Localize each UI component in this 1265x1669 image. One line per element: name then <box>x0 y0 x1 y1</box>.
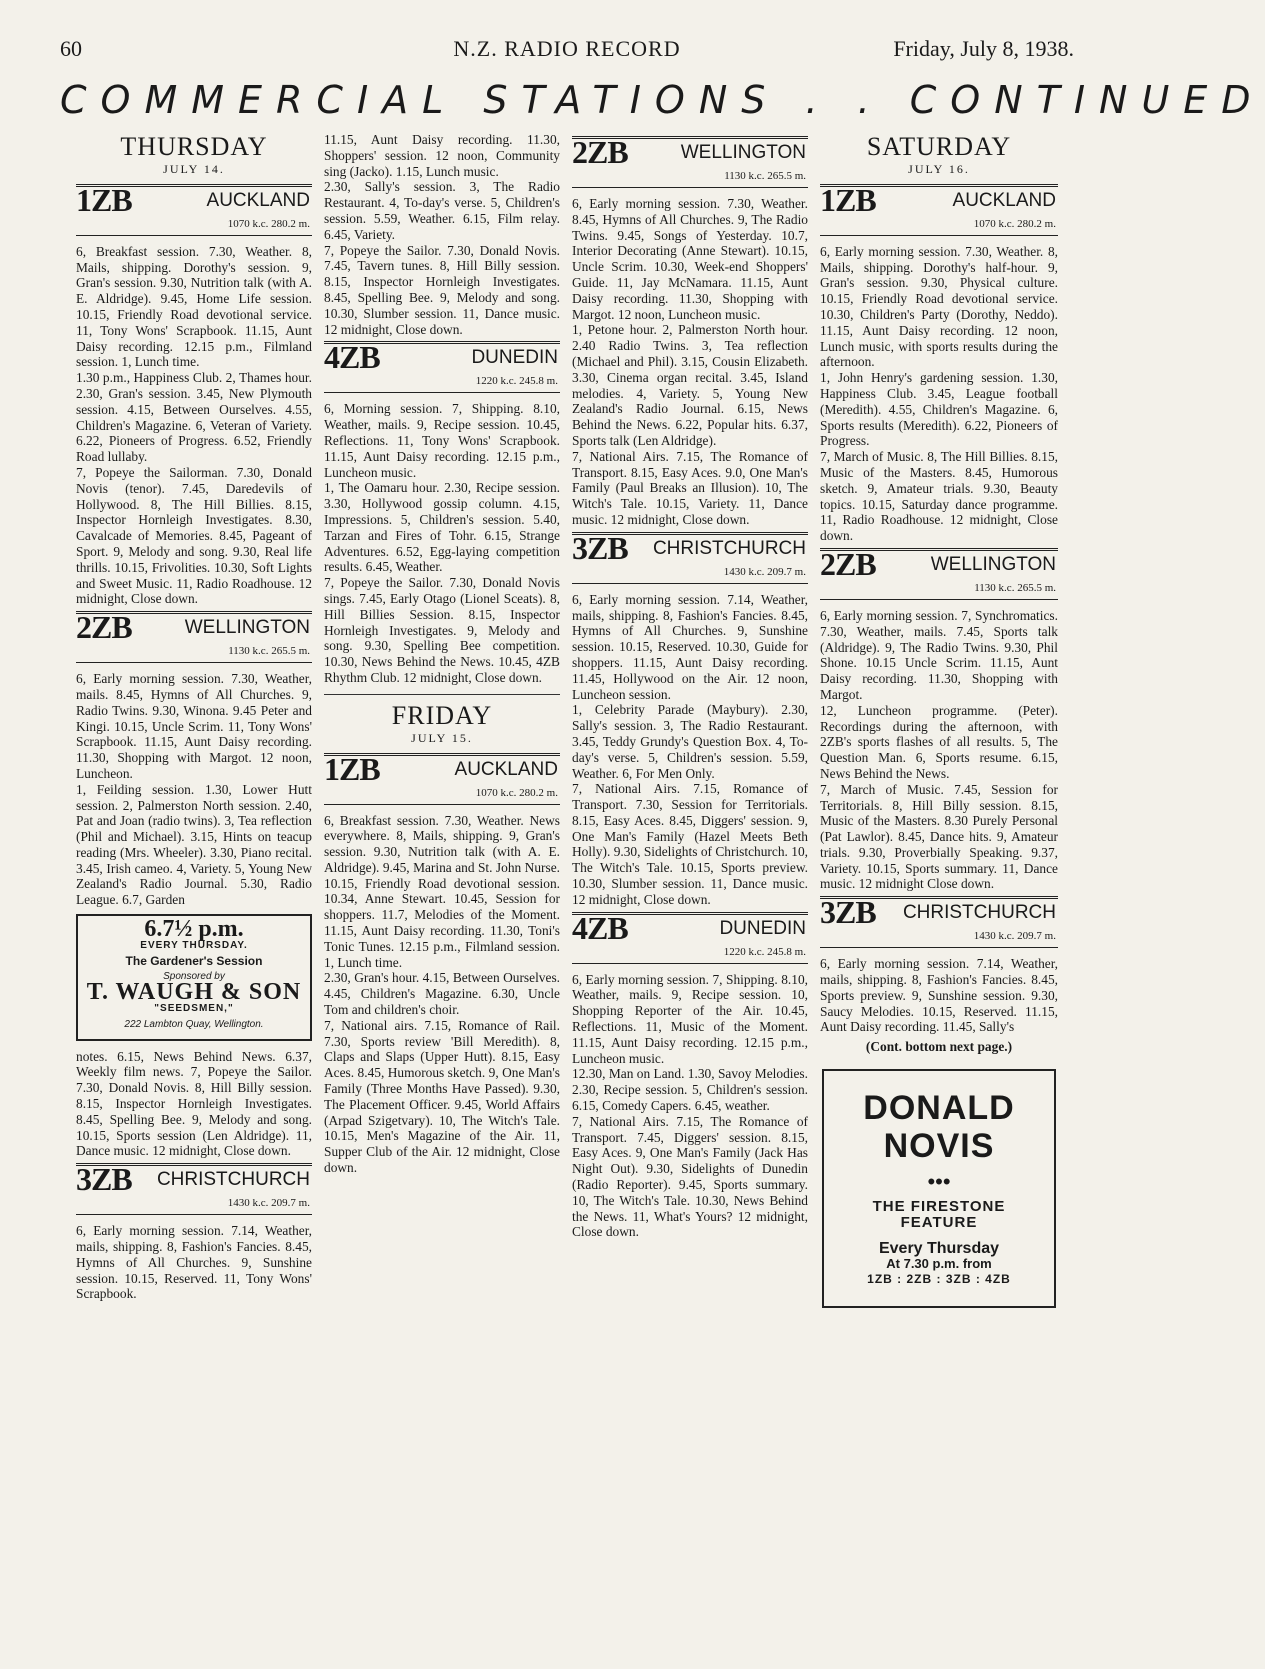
issue-date: Friday, July 8, 1938. <box>893 36 1074 61</box>
day-heading: SATURDAY <box>866 132 1012 161</box>
station-call-sign: 3ZB <box>820 894 876 931</box>
day-date: JULY 14. <box>163 162 225 176</box>
day-heading: FRIDAY <box>391 700 493 730</box>
divider <box>324 694 560 695</box>
page-header <box>60 30 1074 66</box>
station-city: CHRISTCHURCH <box>156 1169 310 1191</box>
gardener-session-advert <box>76 914 312 1041</box>
advert-tagline: "SEEDSMEN," <box>154 1003 234 1015</box>
station-heading <box>76 611 312 663</box>
programme-text: 7, Popeye the Sailorman. 7.30, Donald Novis (tenor). 7.45, Daredevils of Hollywood. 8, The Hill Billies. 8.15, Inspector Hornleigh Investigates. 8.30, Cavalcade of Memories. 8.45, Pageant of Sport. 9, Melody and song. 9.30, Real life thrills. 10.15, Frivolities. 10.30, Soft Lights and Sweet Music. 11, Radio Roadhouse. 12 midnight, Close down. <box>76 464 312 607</box>
advert-name-line2: NOVIS <box>883 1127 995 1166</box>
station-city: WELLINGTON <box>930 553 1056 575</box>
programme-text: 6, Morning session. 7, Shipping. 8.10, Weather, mails. 9, Recipe session. 10.45, Reflections. 11, Tony Wons' Scrapbook. 11.15, Aunt Daisy recording. 12.15 p.m., Luncheon music. <box>324 401 560 480</box>
station-heading <box>324 341 560 393</box>
programme-text: 6, Early morning session. 7.14, Weather, mails, shipping. 8, Fashion's Fancies. 8.45, Sports preview. 9, Sunshine session. 9.30, Saucy Melodies. 10.15, Reserved. 11.15, Aunt Daisy recording. 11.45, Sally's <box>820 956 1058 1035</box>
programme-text: 7, Popeye the Sailor. 7.30, Donald Novis sings. 7.45, Early Otago (Lionel Sceats). 8, Hill Billies Session. 8.15, Inspector Hornleigh Investigates. 9, Melody and song. 9.30, Spelling Bee competition. 10.30, News Behind the News. 10.45, 4ZB Rhythm Club. 12 midnight, Close down. <box>324 575 560 685</box>
station-city: WELLINGTON <box>184 617 310 639</box>
continued-note: (Cont. bottom next page.) <box>865 1039 1013 1055</box>
station-heading <box>572 529 808 584</box>
programme-text: 2.30, Sally's session. 3, The Radio Restaurant. 4, To-day's verse. 5, Children's session. 5.59, Weather. 6.15, Film relay. 6.45, Variety. <box>324 179 560 242</box>
advert-time: At 7.30 p.m. from <box>886 1256 992 1272</box>
programme-text: 6, Breakfast session. 7.30, Weather. News everywhere. 8, Mails, shipping. 9, Gran's session. 9.30, Nutrition talk (with A. E. Aldridge). 9.45, Marina and St. John Nurse. 10.15, Friendly Road devotional session. 10.34, Anne Stewart. 10.45, Session for shoppers. 11.7, Melodies of the Moment. 11.15, Aunt Daisy recording. 11.30, Toni's Tonic Tunes. 12.15 p.m., Filmland session. 1, Lunch time. <box>324 812 560 970</box>
column-1 <box>76 132 312 1662</box>
station-heading <box>820 181 1058 236</box>
advert-every: EVERY THURSDAY. <box>140 939 248 951</box>
station-frequency: 1130 k.c. 265.5 m. <box>974 581 1056 594</box>
programme-text: notes. 6.15, News Behind News. 6.37, Weekly film news. 7, Popeye the Sailor. 7.30, Donald Novis. 8, Hill Billy session. 8.15, Inspector Hornleigh Investigates. 8.45, Spelling Bee. 9, Melody and song. 10.15, Sports session (Len Aldridge). 11, Dance music. 12 midnight, Close down. <box>76 1048 312 1159</box>
station-city: AUCKLAND <box>206 189 310 211</box>
programme-text: 6, Early morning session. 7.30, Weather. 8.45, Hymns of All Churches. 9, The Radio Twins. 9.45, Songs of Yesterday. 10.7, Interior Decorating (Anne Stewart). 10.15, Uncle Scrim. 10.30, Week-end Shoppers' Guide. 11, Jay McNamara. 11.15, Aunt Daisy recording. 11.30, Shopping with Margot. 12 noon, Luncheon music. <box>572 196 808 322</box>
programme-text: 1, John Henry's gardening session. 1.30, Happiness Club. 3.45, League football (Meredith). 4.55, Children's Magazine. 6, Sports results (Meredith). 6.22, Pioneers of Progress. <box>820 370 1058 449</box>
day-heading: THURSDAY <box>120 132 268 161</box>
programme-text: 7, National Airs. 7.15, Romance of Transport. 7.30, Session for Territorials. 8.15, Easy Aces. 8.45, Diggers' session. 9, One Man's Family (Hazel Meets Beth Holly). 9.30, Sidelights of Christchurch. 10, The Witch's Tale. 10.15, Sports preview. 10.30, Slumber session. 11, Dance music. 12 midnight, Close down. <box>572 781 808 907</box>
station-city: DUNEDIN <box>719 917 806 939</box>
programme-text: 7, March of Music. 7.45, Session for Territorials. 8, Hill Billy session. 8.15, Music of the Masters. 8.30 Purely Personal (Pat Lawlor). 8.45, Dance hits. 9, Amateur trials. 9.30, Proverbially Speaking. 9.37, Variety. 10.15, Sports summary. 11, Dance music. 12 midnight Close down. <box>820 781 1058 892</box>
programme-text: 1, Feilding session. 1.30, Lower Hutt session. 2, Palmerston North session. 2.40, Pat and Joan (radio twins). 3, Tea reflection (Phil and Michael). 3.15, Hints on teacup reading (Mrs. Wheeler). 3.30, Piano recital. 3.45, Irish cameo. 4, Variety. 5, Young New Zealand's Radio Journal. 5.30, Radio League. 6.7, Garden <box>76 781 312 908</box>
day-date: JULY 16. <box>908 162 970 176</box>
station-city: CHRISTCHURCH <box>652 537 806 559</box>
station-city: WELLINGTON <box>680 142 806 163</box>
station-call-sign: 1ZB <box>324 750 380 787</box>
station-frequency: 1220 k.c. 245.8 m. <box>475 375 558 388</box>
station-city: CHRISTCHURCH <box>902 902 1056 924</box>
programme-text: 7, Popeye the Sailor. 7.30, Donald Novis. 7.45, Tavern tunes. 8, Hill Billy session. 8.15, Inspector Hornleigh Investigates. 8.45, Spelling Bee. 9, Melody and song. 10.30, Slumber session. 11, Dance music. 12 midnight, Close down. <box>324 242 560 337</box>
section-banner: COMMERCIAL STATIONS . . CONTINUED <box>60 78 1265 122</box>
column-4 <box>820 132 1058 1662</box>
station-call-sign: 2ZB <box>820 545 876 582</box>
station-heading <box>76 1163 312 1215</box>
advert-stations: 1ZB : 2ZB : 3ZB : 4ZB <box>867 1272 1011 1287</box>
station-frequency: 1430 k.c. 209.7 m. <box>973 930 1056 943</box>
donald-novis-advert <box>822 1069 1056 1308</box>
advert-dots: ••• <box>927 1169 951 1195</box>
station-frequency: 1130 k.c. 265.5 m. <box>228 645 310 658</box>
programme-text: 6, Early morning session. 7.14, Weather, mails, shipping. 8, Fashion's Fancies. 8.45, Hymns of All Churches. 9, Sunshine session. 10.15, Reserved. 10.30, Guide for shoppers. 11.15, Aunt Daisy recording. 11.45, Hollywood on the Air. 12 noon, Luncheon session. <box>572 591 808 702</box>
station-frequency: 1430 k.c. 209.7 m. <box>227 1197 310 1210</box>
station-call-sign: 2ZB <box>76 609 132 646</box>
advert-every: Every Thursday <box>878 1239 1000 1257</box>
station-heading <box>572 136 808 188</box>
station-call-sign: 1ZB <box>820 181 876 218</box>
station-frequency: 1070 k.c. 280.2 m. <box>475 786 558 799</box>
station-call-sign: 4ZB <box>324 339 380 376</box>
advert-feature-line2: FEATURE <box>900 1213 978 1231</box>
programme-text: 1, Petone hour. 2, Palmerston North hour. 2.40 Radio Twins. 3, Tea reflection (Michael and Phil). 3.15, Cousin Elizabeth. 3.30, Cinema organ recital. 3.45, Island melodies. 4, Variety. 5, Young New Zealand's Radio Journal. 6.15, News Behind the News. 6.22, Popular hits. 6.37, Sports talk (Len Aldridge). <box>572 322 808 448</box>
programme-text: 6, Breakfast session. 7.30, Weather. 8, Mails, shipping. Dorothy's session. 9, Gran's session. 9.30, Nutrition talk (with A. E. Aldridge). 9.45, Home Life session. 10.15, Friendly Road devotional service. 11, Tony Wons' Scrapbook. 11.15, Aunt Daisy recording. 12.15 p.m., Filmland session. 1, Lunch time. <box>76 243 312 370</box>
station-heading <box>324 750 560 805</box>
column-2 <box>324 132 560 1662</box>
page-number: 60 <box>60 36 82 61</box>
station-heading <box>820 545 1058 600</box>
station-call-sign: 2ZB <box>572 134 628 170</box>
programme-text: 6, Early morning session. 7.14, Weather, mails, shipping. 8, Fashion's Fancies. 8.45, Hymns of All Churches. 9, Sunshine session. 10.15, Reserved. 11, Tony Wons' Scrapbook. <box>76 1223 312 1302</box>
station-frequency: 1070 k.c. 280.2 m. <box>227 217 310 230</box>
programme-text: 6, Early morning session. 7, Synchromatics. 7.30, Weather, mails. 7.45, Sports talk (Aldridge). 9, The Radio Twins. 9.30, Phil Shone. 10.15 Uncle Scrim. 11.15, Aunt Daisy recording. 11.30, Shopping with Margot. <box>820 607 1058 702</box>
publication-title: N.Z. RADIO RECORD <box>453 36 681 61</box>
programme-text: 6, Early morning session. 7, Shipping. 8.10, Weather, mails. 9, Recipe session. 10, Shopping Reporter of the Air. 10.45, Reflections. 11, Music of the Moment. 11.15, Aunt Daisy recording. 12.15 p.m., Luncheon music. <box>572 971 808 1066</box>
station-heading <box>820 896 1058 948</box>
programme-text: 2.30, Gran's hour. 4.15, Between Ourselves. 4.45, Children's Magazine. 6.30, Uncle Tom and children's choir. <box>324 970 560 1018</box>
station-call-sign: 3ZB <box>572 529 628 566</box>
station-call-sign: 4ZB <box>572 909 628 946</box>
programme-text: 11.15, Aunt Daisy recording. 11.30, Shoppers' session. 12 noon, Community sing (Jacko). 1.15, Lunch music. <box>324 132 560 179</box>
station-city: AUCKLAND <box>952 189 1056 211</box>
station-frequency: 1070 k.c. 280.2 m. <box>973 217 1056 230</box>
station-frequency: 1130 k.c. 265.5 m. <box>724 170 806 182</box>
station-city: AUCKLAND <box>454 758 558 780</box>
programme-text: 1.30 p.m., Happiness Club. 2, Thames hour. 2.30, Gran's session. 3.45, New Plymouth session. 4.15, Between Ourselves. 4.55, Children's Magazine. 6, Veteran of Variety. 6.22, Pioneers of Progress. 6.52, Friendly Road lullaby. <box>76 370 312 465</box>
advert-sponsor-label: Sponsored by <box>163 971 225 983</box>
programme-text: 1, Celebrity Parade (Maybury). 2.30, Sally's session. 3, The Radio Restaurant. 3.45, Teddy Grundy's Question Box. 4, To-day's verse. 5, Children's session. 5.59, Weather. 6, For Men Only. <box>572 702 808 781</box>
station-heading <box>76 181 312 236</box>
programme-text: 6, Early morning session. 7.30, Weather. 8, Mails, shipping. Dorothy's half-hour. 9, Gran's session. 9.30, Physical culture. 10.15, Friendly Road devotional service. 10.30, Children's Party (Dorothy, Neddo). 11.15, Aunt Daisy recording. 12 noon, Lunch music, with sports results during the afternoon. <box>820 243 1058 370</box>
advert-address: 222 Lambton Quay, Wellington. <box>124 1018 264 1030</box>
programme-text: 7, National airs. 7.15, Romance of Rail. 7.30, Sports review 'Bill Meredith). 8, Claps and Slaps (Upper Hutt). 8.15, Easy Aces. 8.45, Humorous sketch. 9, One Man's Family (Three Months Have Passed). 9.30, The Placement Officer. 9.45, World Affairs (Arpad Szigetvary). 10, The Witch's Tale. 10.15, Men's Magazine of the Air. 11, Supper Club of the Air. 12 midnight, Close down. <box>324 1017 560 1176</box>
programme-text: 1, The Oamaru hour. 2.30, Recipe session. 3.30, Hollywood gossip column. 4.15, Impressions. 5, Children's session. 5.40, Tarzan and Fires of Tohr. 6.15, Strange Adventures. 6.52, Egg-laying competition results. 6.45, Weather. <box>324 480 560 575</box>
advert-name-line1: DONALD <box>863 1089 1015 1128</box>
advert-feature-line1: THE FIRESTONE <box>872 1198 1006 1216</box>
advert-title: The Gardener's Session <box>125 953 263 968</box>
programme-text: 7, National Airs. 7.15, The Romance of Transport. 7.45, Diggers' session. 8.15, Easy Aces. 9, One Man's Family (Jack Has Night Out). 9.30, Sidelights of Dunedin (Radio Reporter). 9.45, Sports summary. 10, The Witch's Tale. 10.30, News Behind the News. 11, What's Yours? 12 midnight, Close down. <box>572 1113 808 1240</box>
programme-text: 7, March of Music. 8, The Hill Billies. 8.15, Music of the Masters. 8.45, Humorous sketch. 9, Amateur trials. 9.30, Beauty topics. 10.15, Saturday dance programme. 11, Radio Roadhouse. 12 midnight, Close down. <box>820 449 1058 544</box>
programme-text: 12, Luncheon programme. (Peter). Recordings during the afternoon, with 2ZB's sports flashes of all results. 5, The Question Man. 6, Sports resume. 6.15, News Behind the News. <box>820 702 1058 781</box>
programme-text: 6, Early morning session. 7.30, Weather, mails. 8.45, Hymns of All Churches. 9, Radio Twins. 9.30, Winona. 9.45 Peter and Kingi. 10.15, Uncle Scrim. 11, Tony Wons' Scrapbook. 11.15, Aunt Daisy recording. 11.30, Shopping with Margot. 12 noon, Luncheon. <box>76 671 312 781</box>
station-call-sign: 3ZB <box>76 1161 132 1198</box>
advert-sponsor-name: T. WAUGH & SON <box>86 979 302 1006</box>
programme-text: 12.30, Man on Land. 1.30, Savoy Melodies. 2.30, Recipe session. 5, Children's session. 6.15, Comedy Capers. 6.45, weather. <box>572 1066 808 1114</box>
day-date: JULY 15. <box>411 730 473 745</box>
station-city: DUNEDIN <box>471 347 558 369</box>
advert-time: 6.7½ p.m. <box>144 916 244 943</box>
station-heading <box>572 909 808 964</box>
station-frequency: 1220 k.c. 245.8 m. <box>723 945 806 958</box>
column-3 <box>572 132 808 1662</box>
station-call-sign: 1ZB <box>76 181 132 218</box>
station-frequency: 1430 k.c. 209.7 m. <box>723 565 806 578</box>
programme-text: 7, National Airs. 7.15, The Romance of Transport. 8.15, Easy Aces. 9.0, One Man's Family (Paul Breaks an Illusion). 10, The Witch's Tale. 10.15, Variety. 11, Dance music. 12 midnight, Close down. <box>572 448 808 527</box>
